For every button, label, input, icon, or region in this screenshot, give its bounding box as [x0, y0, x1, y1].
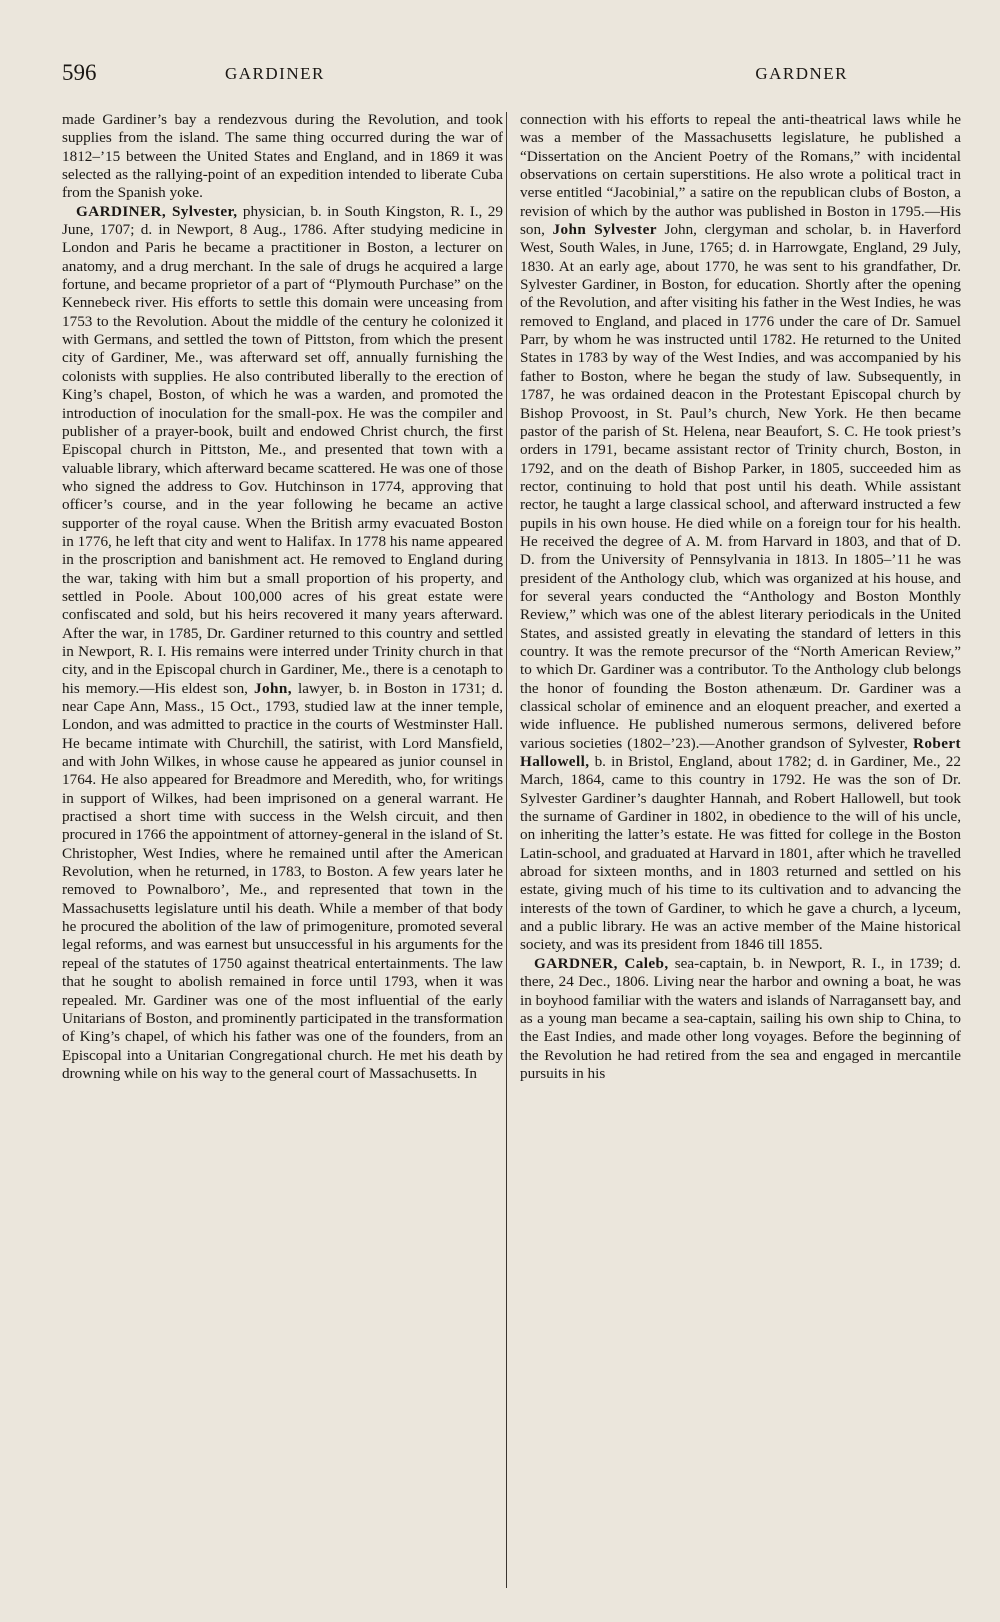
paragraph	[520, 111, 961, 955]
running-head-right: GARDNER	[755, 64, 848, 83]
paragraph-text: made Gardiner’s bay a rendezvous during the Revolution, and took supplies from the island. The same thing occurred during the war of 1812–’15 between the United States and England, and in 1869 it was selected as the rallying-point of an expedition intended to liberate Cuba from the Spanish yoke.	[62, 111, 503, 202]
left-column	[62, 111, 503, 1591]
subentry-headword: Robert Hallowell,	[520, 734, 961, 771]
running-head-left: GARDINER	[225, 64, 325, 83]
page-number: 596	[62, 60, 97, 85]
page-header	[62, 60, 958, 90]
entry-text: physician, b. in South Kingston, R. I., 29 June, 1707; d. in Newport, 8 Aug., 1786. After studying medicine in London and Paris he became a practitioner in Boston, a lecturer on anatomy, and a drug merchant. In the sale of drugs he acquired a large fortune, and became proprietor of a part of “Plymouth Purchase” on the Kennebeck river. His efforts to settle this domain were unceasing from 1753 to the Revolution. About the middle of the century he colonized it with Germans, and settled the town of Pittston, from which the present city of Gardiner, Me., was afterward set off, annually furnishing the colonists with supplies. He also contributed liberally to the erection of King’s chapel, Boston, of which he was a warden, and promoted the introduction of inoculation for the small-pox. He was the compiler and publisher of a prayer-book, built and endowed Christ church, the first Episcopal church in Pittston, Me., and presented that town with a valuable library, which afterward became scattered. He was one of those who signed the address to Gov. Hutchinson in 1774, approving that officer’s course, and in the year following he became an active supporter of the royal cause. When the British army evacuated Boston in 1776, he left that city and went to Halifax. In 1778 his name appeared in the proscription and banishment act. He removed to England during the war, taking with him but a small proportion of his property, and settled in Poole. About 100,000 acres of his great estate were confiscated and sold, but his heirs recovered it many years afterward. After the war, in 1785, Dr. Gardiner returned to this country and settled in Newport, R. I. His remains were interred under Trinity church in that city, and in the Episcopal church in Gardiner, Me., there is a cenotaph to his memory.—His eldest son,	[62, 202, 503, 697]
entry-text: sea-captain, b. in Newport, R. I., in 1739; d. there, 24 Dec., 1806. Living near the harbor and owning a boat, he was in boyhood familiar with the waters and islands of Narragansett bay, and as a young man became a sea-captain, sailing his own ship to China, to the East Indies, and made other long voyages. Before the beginning of the Revolution he had retired from the sea and engaged in mercantile pursuits in his	[520, 954, 961, 1082]
subentry-headword: John,	[254, 679, 292, 697]
right-column	[520, 111, 961, 1591]
paragraph	[62, 111, 503, 203]
subentry-text: lawyer, b. in Boston in 1731; d. near Cape Ann, Mass., 15 Oct., 1793, studied law at the inner temple, London, and was admitted to practice in the courts of Westminster Hall. He became intimate with Churchill, the satirist, with Lord Mansfield, and with John Wilkes, in whose cause he appeared as junior counsel in 1764. He also appeared for Breadmore and Meredith, who, for writings in support of Wilkes, had been imprisoned on a general warrant. He practised a short time with success in the Welsh circuit, and then procured in 1766 the appointment of attorney-general in the island of St. Christopher, West Indies, where he remained until after the American Revolution, when he returned, in 1783, to Boston. A few years later he removed to Pownalboro’, Me., and represented that town in the Massachusetts legislature until his death. While a member of that body he procured the abolition of the law of primogeniture, promoted several legal reforms, and was earnest but unsuccessful in his arguments for the repeal of the statutes of 1750 against theatrical entertainments. The law that he sought to abolish remained in force until 1793, when it was repealed. Mr. Gardiner was one of the most influential of the early Unitarians of Boston, and prominently participated in the transformation of King’s chapel, of which his father was one of the founders, from an Episcopal into a Unitarian Congregational church. He met his death by drowning while on his way to the general court of Massachusetts. In	[62, 679, 503, 1082]
entry-paragraph	[520, 955, 961, 1083]
column-divider	[506, 112, 507, 1588]
subentry-text: b. in Bristol, England, about 1782; d. in Gardiner, Me., 22 March, 1864, came to this country in 1792. He was the son of Dr. Sylvester Gardiner’s daughter Hannah, and Robert Hallowell, but took the surname of Gardiner in 1802, in obedience to the will of his uncle, on inheriting the latter’s estate. He was fitted for college in the Boston Latin-school, and graduated at Harvard in 1801, after which he travelled abroad for sixteen months, and in 1803 returned and settled on his estate, giving much of his time to its cultivation and to advancing the interests of the town of Gardiner, to which he gave a church, a lyceum, and a public library. He was an active member of the Maine historical society, and was its president from 1846 till 1855.	[520, 753, 961, 954]
entry-headword: GARDNER, Caleb,	[534, 954, 669, 972]
entry-headword: GARDINER, Sylvester,	[76, 202, 238, 220]
entry-paragraph	[62, 203, 503, 1084]
subentry-headword: John Sylvester	[552, 221, 657, 239]
subentry-text: John, clergyman and scholar, b. in Haverford West, South Wales, in June, 1765; d. in Harrowgate, England, 29 July, 1830. At an early age, about 1770, he was sent to his grandfather, Dr. Sylvester Gardiner, in Boston, for education. Shortly after the opening of the Revolution, and after visiting his father in the West Indies, he was removed to England, and placed in 1776 under the care of Dr. Samuel Parr, by whom he was instructed until 1782. He returned to the United States in 1783 by way of the West Indies, and was accompanied by his father to Boston, where he began the study of law. Subsequently, in 1787, he was ordained deacon in the Protestant Episcopal church by Bishop Provoost, in St. Paul’s church, New York. He then became pastor of the parish of St. Helena, near Beaufort, S. C. He took priest’s orders in 1791, became assistant rector of Trinity church, Boston, in 1792, and on the death of Bishop Parker, in 1805, succeeded him as rector, continuing to hold that post until his death. While assistant rector, he taught a large classical school, and afterward instructed a few pupils in his own house. He died while on a foreign tour for his health. He received the degree of A. M. from Harvard in 1803, and that of D. D. from the University of Pennsylvania in 1813. In 1805–’11 he was president of the Anthology club, which was organized at his house, and for several years conducted the “Anthology and Boston Monthly Review,” which was one of the ablest literary periodicals in the United States, and assisted greatly in elevating the standard of letters in this country. It was the remote precursor of the “North American Review,” to which Dr. Gardiner was a contributor. To the Anthology club belongs the honor of founding the Boston athenæum. Dr. Gardiner was a classical scholar of eminence and an eloquent preacher, and exerted a wide influence. He published numerous sermons, delivered before various societies (1802–’23).—Another grandson of Sylvester,	[520, 221, 961, 752]
paragraph-text: connection with his efforts to repeal the anti-theatrical laws while he was a member of the Massachusetts legislature, he published a “Dissertation on the Ancient Poetry of the Romans,” with incidental observations on certain superstitions. He also wrote a political tract in verse entitled “Jacobinial,” a satire on the republican clubs of Boston, a revision of which by the author was published in Boston in 1795.—His son,	[520, 111, 961, 239]
